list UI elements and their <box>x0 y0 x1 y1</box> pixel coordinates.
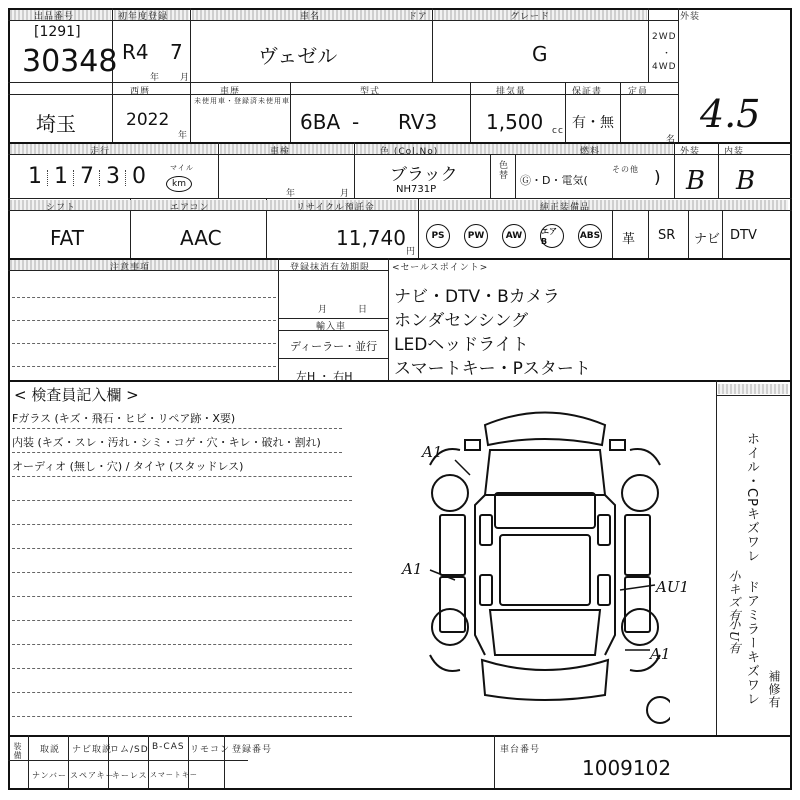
sales-point-3: LEDヘッドライト <box>394 335 529 355</box>
drive-2wd: 2WD <box>652 32 677 42</box>
interior-label: 内装 <box>724 147 745 157</box>
bottom-keyless: キーレス <box>112 771 148 780</box>
western-year-unit: 年 <box>178 131 189 141</box>
western-year: 2022 <box>126 110 170 130</box>
inspector-line-3: オーディオ (無し・穴) / タイヤ (スタッドレス) <box>12 460 244 473</box>
mileage-digit: 1 <box>54 164 68 189</box>
km-label: km <box>172 179 186 189</box>
shaken-label: 車検 <box>270 147 291 157</box>
mileage-digit: 7 <box>80 164 94 189</box>
bottom-bcas: B-CAS <box>152 742 185 752</box>
capacity-label: 定員 <box>628 87 649 97</box>
month-unit: 月 <box>180 73 191 83</box>
reg-expiry-month: 月 <box>318 305 329 315</box>
color-change-label: 色替 <box>497 160 507 180</box>
equip-aw: AW <box>502 224 526 248</box>
color-label: 色 (Col.No) <box>380 147 439 157</box>
equip-dtv: DTV <box>730 228 757 243</box>
drive-dot: ・ <box>662 49 673 59</box>
bottom-spare-key: スペアキー <box>70 771 115 780</box>
equip-airbag: エアB <box>540 224 564 248</box>
reg-expiry-day: 日 <box>358 305 369 315</box>
car-diagram <box>420 405 670 735</box>
warranty-label: 保証書 <box>572 87 603 97</box>
lot-label: 出品番号 <box>34 12 75 22</box>
mileage-separator <box>47 170 48 186</box>
chassis-number: 1009102 <box>582 756 672 780</box>
aircon-value: AAC <box>180 226 222 250</box>
color-name: ブラック <box>390 165 458 185</box>
first-reg-label: 初年度登録 <box>118 12 169 22</box>
region: 埼玉 <box>36 112 76 136</box>
inspector-line-2: 内装 (キズ・スレ・汚れ・シミ・コゲ・穴・キレ・破れ・割れ) <box>12 436 321 449</box>
notes-label: 注意事項 <box>110 263 151 273</box>
first-reg-era-year: R4 <box>122 40 149 64</box>
bottom-equip-label: 装備 <box>13 742 22 760</box>
sales-point-4: スマートキー・Pスタート <box>394 359 591 379</box>
shift-label: シフト <box>46 203 77 213</box>
bottom-smart-key: スマートキー <box>150 771 198 779</box>
equip-ps: PS <box>426 224 450 248</box>
inspector-line-1: Fガラス (キズ・飛石・ヒビ・リペア跡・X要) <box>12 412 236 425</box>
fuel-label: 燃料 <box>580 147 601 157</box>
score: 4.5 <box>700 92 761 136</box>
capacity-unit: 名 <box>666 135 677 145</box>
steering-side: 左H ・ 右H <box>296 370 353 383</box>
km-circle <box>166 176 192 192</box>
mileage-label: 走行 <box>90 147 111 157</box>
side-note-5: 補修有 <box>767 670 781 709</box>
recycle-label: リサイクル預託金 <box>296 203 375 213</box>
chassis-number-label: 車台番号 <box>500 745 541 755</box>
exterior-grade: B <box>686 166 706 196</box>
dealer-parallel: ディーラー・並行 <box>290 340 378 353</box>
damage-mark-rear-right: A1 <box>650 645 671 663</box>
aircon-label: エアコン <box>170 203 210 213</box>
sales-point-2: ホンダセンシング <box>394 311 529 331</box>
drive-4wd: 4WD <box>652 62 677 72</box>
recycle-fee: 11,740 <box>336 226 406 250</box>
left-border <box>8 8 10 790</box>
vehicle-history-sub: 未使用車・登録済未使用車 <box>194 97 290 105</box>
color-code: NH731P <box>396 184 437 195</box>
warranty-value: 有・無 <box>572 115 614 131</box>
bottom-rom-sd: ロム/SD <box>110 745 149 755</box>
displacement-label: 排気量 <box>496 87 527 97</box>
mileage-separator <box>99 170 100 186</box>
mile-label: マイル <box>170 164 194 172</box>
reg-number-label: 登録番号 <box>232 745 273 755</box>
western-year-label: 西暦 <box>130 87 151 97</box>
bottom-manual: 取説 <box>40 745 61 755</box>
mileage-digit: 1 <box>28 164 42 189</box>
side-note-1: ホイル・CPキズワレ <box>744 432 759 563</box>
equip-pw: PW <box>464 224 488 248</box>
bottom-remote: リモコン <box>190 745 231 755</box>
side-note-4: 小U有 <box>727 618 741 656</box>
equipment-label: 純正装備品 <box>540 203 591 213</box>
type-dash: - <box>352 110 360 134</box>
fuel-value: Ⓖ・D・電気( <box>520 174 588 187</box>
lot-number: 30348 <box>22 44 118 79</box>
type-prefix: 6BA <box>300 110 341 134</box>
bottom-number: ナンバー <box>32 771 68 780</box>
exterior-label: 外装 <box>680 147 701 157</box>
fuel-other-label: その他 <box>612 165 639 174</box>
import-vehicle-label: 輸入車 <box>316 322 347 332</box>
inspector-heading: < 検査員記入欄 > <box>14 386 139 404</box>
damage-mark-front-left: A1 <box>422 443 443 461</box>
fuel-close: ) <box>654 168 661 188</box>
mileage-digit: 3 <box>106 164 120 189</box>
side-note-2: ドアミラーキズワレ <box>744 580 759 706</box>
mileage-digit: 0 <box>132 164 146 189</box>
bottom-navi-manual: ナビ取説 <box>72 745 113 755</box>
reg-expiry-label: 登録抹消有効期限 <box>290 263 371 273</box>
mileage-separator <box>73 170 74 186</box>
damage-mark-side-left: A1 <box>402 560 423 578</box>
side-note-3: 小キズ有 <box>727 570 741 622</box>
damage-mark-side-right: AU1 <box>656 578 690 596</box>
displacement: 1,500 <box>486 110 544 134</box>
shift-value: FAT <box>50 226 85 250</box>
sales-points-label: <セールスポイント> <box>392 263 489 273</box>
right-border <box>790 8 792 790</box>
grade-label: グレード <box>510 12 551 22</box>
vehicle-history-label: 車歴 <box>220 87 241 97</box>
lot-venue: [1291] <box>34 24 81 40</box>
type-label: 型式 <box>360 87 381 97</box>
interior-grade: B <box>736 166 756 196</box>
mileage-digits <box>26 164 166 188</box>
bottom-border <box>8 788 792 790</box>
yen-unit: 円 <box>406 247 417 257</box>
equip-abs: ABS <box>578 224 602 248</box>
doors-label: ドア <box>408 12 428 22</box>
equip-navi: ナビ <box>694 232 721 247</box>
first-reg-month: 7 <box>170 40 183 64</box>
mileage-separator <box>125 170 126 186</box>
model-name-label: 車名 <box>300 12 321 22</box>
equip-leather: 革 <box>622 232 636 247</box>
model-name: ヴェゼル <box>258 44 338 68</box>
year-unit: 年 <box>150 73 161 83</box>
type-code: RV3 <box>398 110 438 134</box>
grade-value: G <box>532 42 548 66</box>
sales-point-1: ナビ・DTV・Bカメラ <box>394 287 560 307</box>
exterior-label-top: 外装 <box>680 12 701 22</box>
shaken-month-unit: 月 <box>340 189 351 199</box>
shaken-year-unit: 年 <box>286 189 297 199</box>
equip-sunroof: SR <box>658 228 676 243</box>
cc-unit: cc <box>552 126 564 136</box>
